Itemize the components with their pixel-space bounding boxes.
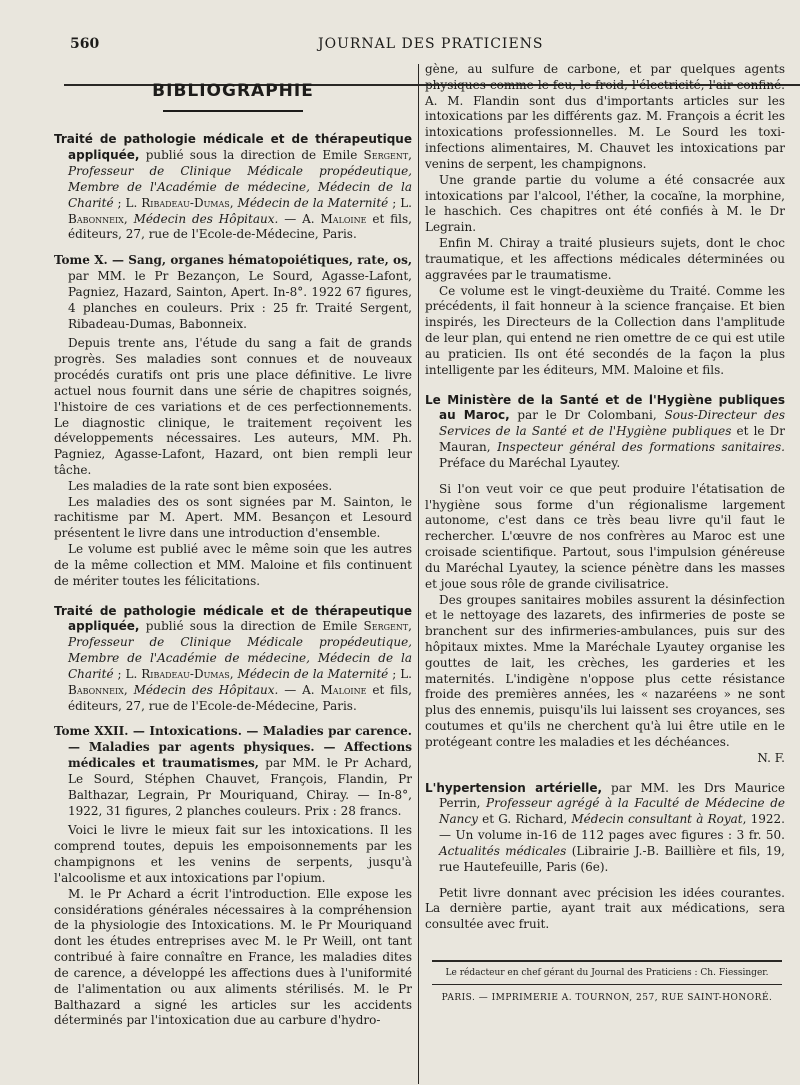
review-paragraph: Des groupes sanitaires mobiles assurent la désinfection et le nettoyage des lazarets, des infirmeries de poste se branchent sur des infirmeries-ambulances, puis sur des hôpitaux mixtes. Mme la Maréchale Lyautey organise les gouttes de lait, les crèches, les garderies et les maternités. L'indigène n'oppose plus cette résistance froide des premières années, les « nazaréens » ne sont plus des ennemis, puisqu'ils lui laissent ses croyances, ses coutumes et qu'ils ne cherchent qu'à lui être utile en le protégeant contre les maladies et les déchéances. <box>425 592 785 749</box>
signature: N. F. <box>757 750 785 765</box>
review-paragraph: Les maladies de la rate sont bien exposées. <box>68 478 333 493</box>
section-title: BIBLIOGRAPHIE <box>152 81 314 101</box>
column-divider <box>418 64 419 1084</box>
review-paragraph: gène, au sulfure de carbone, et par quelques agents physiques comme le feu, le froid, l'électricité, l'air confiné. A. M. Flandin sont dus d'importants articles sur les intoxications par les différents gaz. M. François a écrit les intoxications professionnelles. M. Le Sourd les toxi-infections alimentaires, M. Chauvet les intoxications par venins de serpent, les champignons. <box>425 62 785 171</box>
book-title: L'hypertension artérielle, <box>425 780 603 795</box>
title-rule <box>163 110 303 112</box>
book-title: Traité de pathologie médicale et de thérapeutique appliquée, <box>54 603 412 634</box>
editor-credit: Le rédacteur en chef gérant du Journal des Praticiens : Ch. Fiessinger. <box>445 968 769 978</box>
review-paragraph: Le volume est publié avec le même soin que les autres de la même collection et MM. Maloine et fils continuent de mériter toutes les félicitations. <box>54 542 412 588</box>
book-entry-2: Traité de pathologie médicale et de thérapeutique appliquée, publié sous la direction de Emile Sergent, Professeur de Clinique Médicale propédeutique, Membre de l'Académie de médecine, Médecin de la Charité ; L. Ribadeau-Dumas, Médecin de la Maternité ; L. Babonneix, Médecin des Hôpitaux. — A. Maloine et fils, éditeurs, 27, rue de l'Ecole-de-Médecine, Paris. <box>54 603 412 713</box>
review-paragraph: Une grande partie du volume a été consacrée aux intoxications par l'alcool, l'éther, la cocaïne, la morphine, le haschich. Ces chapitres ont été confiés à M. le Dr Legrain. <box>425 172 785 235</box>
book-entry-3: Le Ministère de la Santé et de l'Hygiène publiques au Maroc, par le Dr Colombani, Sous-Directeur des Services de la Santé et de l'Hygiène publiques et le Dr Mauran, Inspecteur général des formations sanitaires. Préface du Maréchal Lyautey. <box>425 392 785 470</box>
review-paragraph: M. le Pr Achard a écrit l'introduction. Elle expose les considérations générales nécessaires à la compréhension de la physiologie des Intoxications. M. le Pr Mouriquand dont les études entreprises avec M. le Pr Weill, ont tant contribué à faire connaître en France, les maladies dites de carence, a développé les affections dues à l'uniformité de l'alimentation ou aux aliments stérilisés. M. le Pr Balthazard a signé les articles sur les accidents déterminés par l'intoxication due au carbure d'hydro- <box>54 886 412 1028</box>
left-column <box>54 62 412 1029</box>
tome-heading-2: Tome XXII. — Intoxications. — Maladies par carence. — Maladies par agents physiques. — Affections médicales et traumatismes, par MM. le Pr Achard, Le Sourd, Stéphen Chauvet, François, Flandin, Pr Balthazar, Legrain, Pr Mouriquand, Chiray. — In-8°, 1922, 31 figures, 2 planches couleurs. Prix : 28 francs. <box>54 724 412 818</box>
right-column <box>425 62 785 933</box>
book-entry-4: L'hypertension artérielle, par MM. les Drs Maurice Perrin, Professeur agrégé à la Faculté de Médecine de Nancy et G. Richard, Médecin consultant à Royat, 1922. — Un volume in-16 de 112 pages avec figures : 3 fr. 50. Actualités médicales (Librairie J.-B. Baillière et fils, 19, rue Hautefeuille, Paris (6e). <box>425 780 785 874</box>
review-paragraph: Depuis trente ans, l'étude du sang a fait de grands progrès. Ses maladies sont connues et de nouveaux procédés curatifs ont pris une place définitive. Le livre actuel nous fournit dans une série de chapitres soignés, l'histoire de ces variations et de ces perfectionnements. Le diagnostic clinique, le traitement reçoivent les développements nécessaires. Les auteurs, MM. Ph. Pagniez, Agasse-Lafont, Hazard, ont bien rempli leur tâche. <box>54 336 412 477</box>
footer-rule-thin <box>432 984 782 985</box>
page-footer <box>432 960 782 1003</box>
journal-title: JOURNAL DES PRATICIENS <box>318 36 544 52</box>
page-number: 560 <box>70 36 100 52</box>
review-paragraph: Petit livre donnant avec précision les idées courantes. La dernière partie, ayant trait aux médications, sera consultée avec fruit. <box>425 885 785 932</box>
book-title: Traité de pathologie médicale et de thérapeutique appliquée, <box>54 132 412 163</box>
review-paragraph: Ce volume est le vingt-deuxième du Traité. Comme les précédents, il fait honneur à la science française. Et bien inspirés, les Directeurs de la Collection dans l'amplitude de leur plan, qui entend ne rien omettre de ce qui est utile au praticien. Ils ont été secondés de la façon la plus intelligente par les éditeurs, MM. Maloine et fils. <box>425 283 785 377</box>
book-title: Le Ministère de la Santé et de l'Hygiène publiques au Maroc, <box>425 392 785 423</box>
review-paragraph: Les maladies des os sont signées par M. Sainton, le rachitisme par M. Apert. MM. Besançon et Lesourd présentent le livre dans une introduction d'ensemble. <box>54 494 412 541</box>
review-paragraph: Si l'on veut voir ce que peut produire l'étatisation de l'hygiène sous forme d'un régionalisme largement autonome, c'est dans ce très beau livre qu'il faut le rechercher. L'œuvre de nos confrères au Maroc est une croisade scientifique. Partout, sous l'impulsion généreuse du Maréchal Lyautey, la science pénètre dans les masses et joue sous rôle de grande civilisatrice. <box>425 481 785 591</box>
printer-credit: PARIS. — IMPRIMERIE A. TOURNON, 257, RUE SAINT-HONORÉ. <box>441 993 773 1003</box>
review-paragraph: Enfin M. Chiray a traité plusieurs sujets, dont le choc traumatique, et les affections médicales déterminées ou aggravées par le traumatisme. <box>425 236 785 282</box>
footer-rule <box>432 960 782 962</box>
review-paragraph: Voici le livre le mieux fait sur les intoxications. Il les comprend toutes, depuis les empoisonnements par les champignons et les venins de serpents, jusqu'à l'alcoolisme et aux intoxications par l'opium. <box>54 823 412 885</box>
page-header <box>0 28 800 58</box>
tome-heading-1: Tome X. — Sang, organes hématopoiétiques, rate, os, par MM. le Pr Bezançon, Le Sourd, Agasse-Lafont, Pagniez, Hazard, Sainton, Apert. In-8°. 1922 67 figures, 4 planches en couleurs. Prix : 25 fr. Traité Sergent, Ribadeau-Dumas, Babonneix. <box>54 253 412 331</box>
book-entry-1: Traité de pathologie médicale et de thérapeutique appliquée, publié sous la direction de Emile Sergent, Professeur de Clinique Médicale propédeutique, Membre de l'Académie de médecine, Médecin de la Charité ; L. Ribadeau-Dumas, Médecin de la Maternité ; L. Babonneix, Médecin des Hôpitaux. — A. Maloine et fils, éditeurs, 27, rue de l'Ecole-de-Médecine, Paris. <box>54 132 412 242</box>
